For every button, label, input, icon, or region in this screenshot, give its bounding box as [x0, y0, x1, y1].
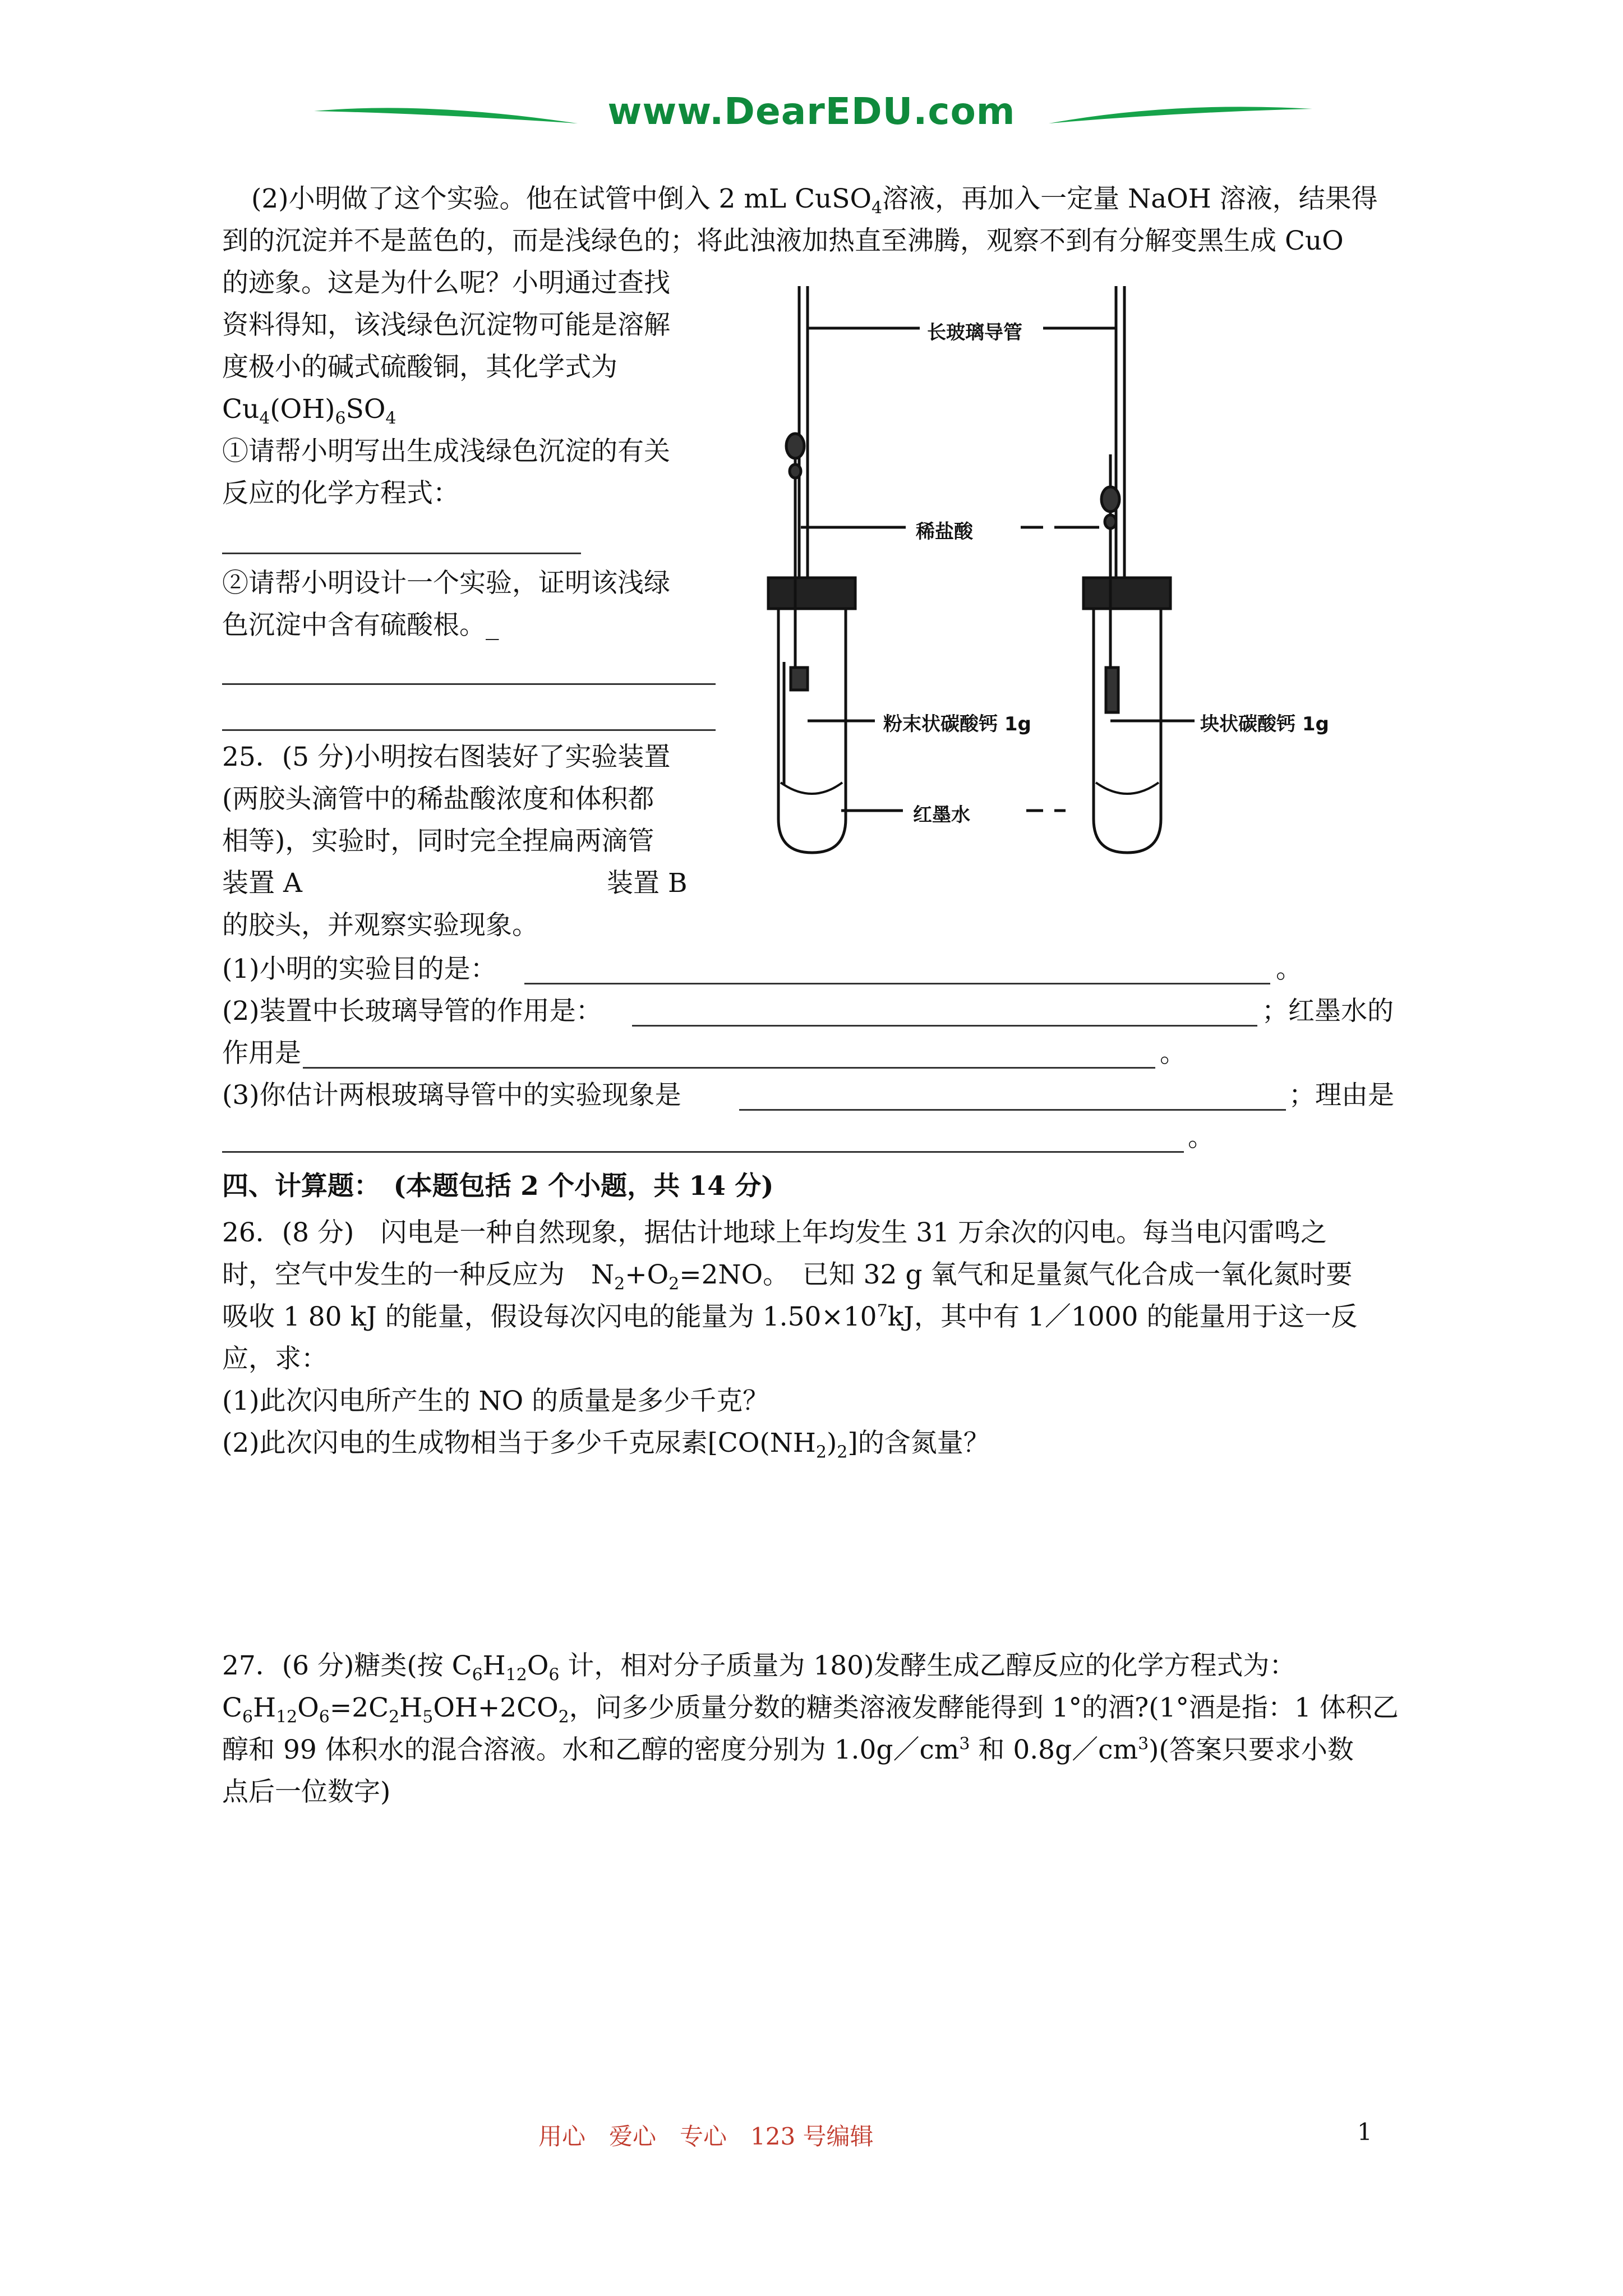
q24-line1: (2)小明做了这个实验。他在试管中倒入 2 mL CuSO$_4$溶液，再加入一定量 NaOH 溶液，结果得: [251, 183, 1378, 218]
answer-blank[interactable]: [739, 1109, 1286, 1111]
figure-label-block: 块状碳酸钙 1g: [1200, 713, 1329, 735]
q25-part1-end: 。: [1276, 954, 1302, 984]
q27-line1: 27．(6 分)糖类(按 $C_6H_{12}O_6$ 计，相对分子质量为 180)发酵生成乙醇反应的化学方程式为：: [222, 1650, 1296, 1685]
q26-part2: (2)此次闪电的生成物相当于多少千克尿素$[CO(NH_2)_2]$的含氮量？: [222, 1428, 990, 1462]
answer-blank[interactable]: [524, 983, 1270, 984]
answer-blank[interactable]: [222, 553, 581, 554]
figure-label-acid: 稀盐酸: [916, 521, 973, 543]
q25-line5: 的胶头，并观察实验现象。: [222, 910, 538, 941]
q26-part1: (1)此次闪电所产生的 NO 的质量是多少千克？: [222, 1386, 769, 1416]
q26-line2: 时，空气中发生的一种反应为 $N_2+O_2=2NO$。 已知 32 g 氧气和足量氮气化合成一氧化氮时要: [222, 1259, 1353, 1294]
q25-part3: (3)你估计两根玻璃导管中的实验现象是: [222, 1080, 681, 1111]
figure-label-ink: 红墨水: [913, 804, 970, 826]
q24-sub2-line1: ②请帮小明设计一个实验，证明该浅绿: [222, 568, 670, 599]
answer-blank[interactable]: [222, 729, 716, 731]
answer-blank[interactable]: [222, 683, 716, 685]
q25-line2: (两胶头滴管中的稀盐酸浓度和体积都: [222, 784, 654, 815]
q24-line4: 资料得知，该浅绿色沉淀物可能是溶解: [222, 310, 670, 341]
q26-line3: 吸收 1 80 kJ 的能量，假设每次闪电的能量为 $1.50\times 10^7kJ$，其中有 1／1000 的能量用于这一反: [222, 1301, 1358, 1332]
figure-label-tube: 长玻璃导管: [927, 321, 1022, 344]
q24-line3: 的迹象。这是为什么呢？小明通过查找: [222, 268, 670, 298]
q27-line4: 点后一位数字): [222, 1777, 391, 1807]
q24-line5: 度极小的碱式硫酸铜，其化学式为: [222, 352, 617, 383]
answer-blank[interactable]: [303, 1067, 1155, 1069]
q27-line3: 醇和 99 体积水的混合溶液。水和乙醇的密度分别为 $1.0g/cm^3$ 和 $0.8g/cm^3$)(答案只要求小数: [222, 1734, 1354, 1765]
q26-line4: 应，求：: [222, 1343, 328, 1374]
figure-label-powder: 粉末状碳酸钙 1g: [883, 713, 1031, 735]
q24-sub1-line1: ①请帮小明写出生成浅绿色沉淀的有关: [222, 436, 670, 467]
answer-blank[interactable]: [632, 1025, 1257, 1027]
q25-line3: 相等)，实验时，同时完全捏扁两滴管: [222, 826, 654, 857]
q24-sub2-line2: 色沉淀中含有硫酸根。_: [222, 610, 499, 641]
footer-text: 用心 爱心 专心 123 号编辑: [538, 2123, 874, 2150]
page-number: 1: [1357, 2118, 1372, 2146]
apparatus-figure: [751, 275, 1391, 869]
q25-part3-mid: ；理由是: [1289, 1080, 1394, 1111]
header-site[interactable]: www.DearEDU.com: [607, 90, 1016, 133]
q25-device-a: 装置 A: [222, 868, 302, 899]
q25-part2-b: 作用是: [222, 1038, 301, 1069]
q24-sub1-line2: 反应的化学方程式：: [222, 478, 459, 509]
q25-part3-end: 。: [1188, 1122, 1214, 1153]
q25-part2-mid: ；红墨水的: [1262, 996, 1394, 1027]
q25-part2: (2)装置中长玻璃导管的作用是：: [222, 996, 602, 1027]
q24-formula: $Cu_4(OH)_6SO_4$: [222, 394, 396, 429]
q25-part2-end: 。: [1160, 1038, 1186, 1069]
answer-blank[interactable]: [222, 1151, 1184, 1153]
q25-line1: 25．(5 分)小明按右图装好了实验装置: [222, 742, 671, 772]
q24-line2: 到的沉淀并不是蓝色的，而是浅绿色的；将此浊液加热直至沸腾，观察不到有分解变黑生成 CuO: [222, 226, 1344, 256]
q27-line2: $C_6H_{12}O_6=2C_2H_5OH+2CO_2$，问多少质量分数的糖类溶液发酵能得到 1°的酒?(1°酒是指：1 体积乙: [222, 1692, 1399, 1727]
q25-part1: (1)小明的实验目的是：: [222, 954, 497, 984]
q26-line1: 26．(8 分) 闪电是一种自然现象，据估计地球上年均发生 31 万余次的闪电。每当电闪雷鸣之: [222, 1217, 1327, 1248]
q25-device-b: 装置 B: [607, 868, 688, 899]
section-title: 四、计算题： (本题包括 2 个小题，共 14 分): [222, 1171, 774, 1202]
